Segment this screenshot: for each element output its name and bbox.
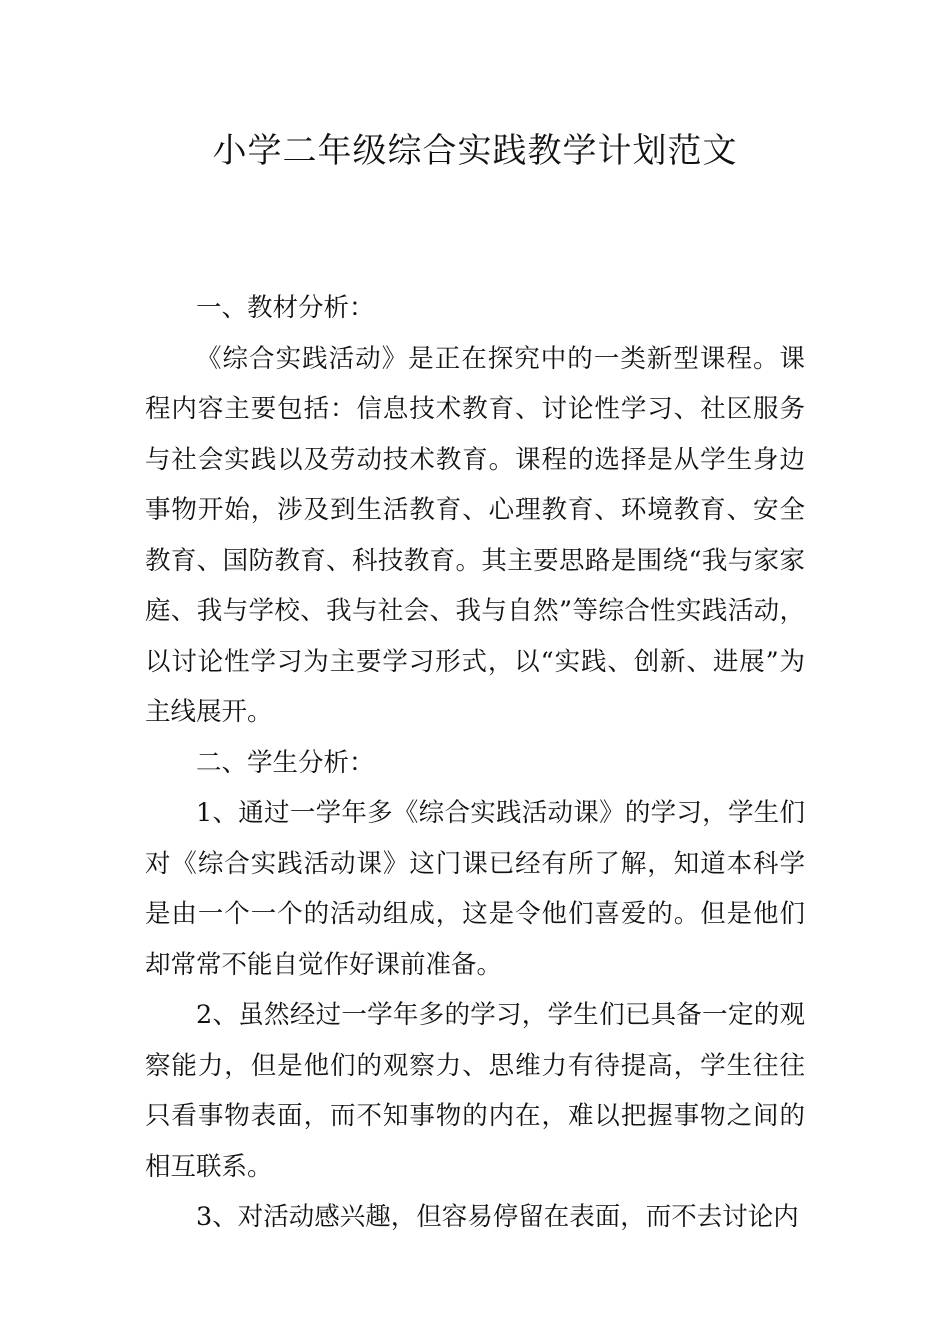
paragraph-student-analysis-1: 1、通过一学年多《综合实践活动课》的学习，学生们对《综合实践活动课》这门课已经有所了解，知道本科学是由一个一个的活动组成，这是令他们喜爱的。但是他们却常常不能自觉作好课前准备。 <box>145 798 805 980</box>
document-title: 小学二年级综合实践教学计划范文 <box>212 131 738 171</box>
document-body <box>145 283 805 1243</box>
section-heading-student-analysis: 二、学生分析： <box>196 747 375 778</box>
section-heading-textbook-analysis: 一、教材分析： <box>196 293 375 323</box>
paragraph-student-analysis-2: 2、虽然经过一学年多的学习，学生们已具备一定的观察能力，但是他们的观察力、思维力有待提高，学生往往只看事物表面，而不知事物的内在，难以把握事物之间的相互联系。 <box>145 1000 805 1182</box>
paragraph-student-analysis-3: 3、对活动感兴趣，但容易停留在表面，而不去讨论内 <box>196 1202 799 1232</box>
paragraph-textbook-analysis: 《综合实践活动》是正在探究中的一类新型课程。课程内容主要包括：信息技术教育、讨论性学习、社区服务与社会实践以及劳动技术教育。课程的选择是从学生身边事物开始，涉及到生活教育、心理教育、环境教育、安全教育、国防教育、科技教育。其主要思路是围绕“我与家家庭、我与学校、我与社会、我与自然”等综合性实践活动，以讨论性学习为主要学习形式，以“实践、创新、进展”为主线展开。 <box>145 343 805 727</box>
